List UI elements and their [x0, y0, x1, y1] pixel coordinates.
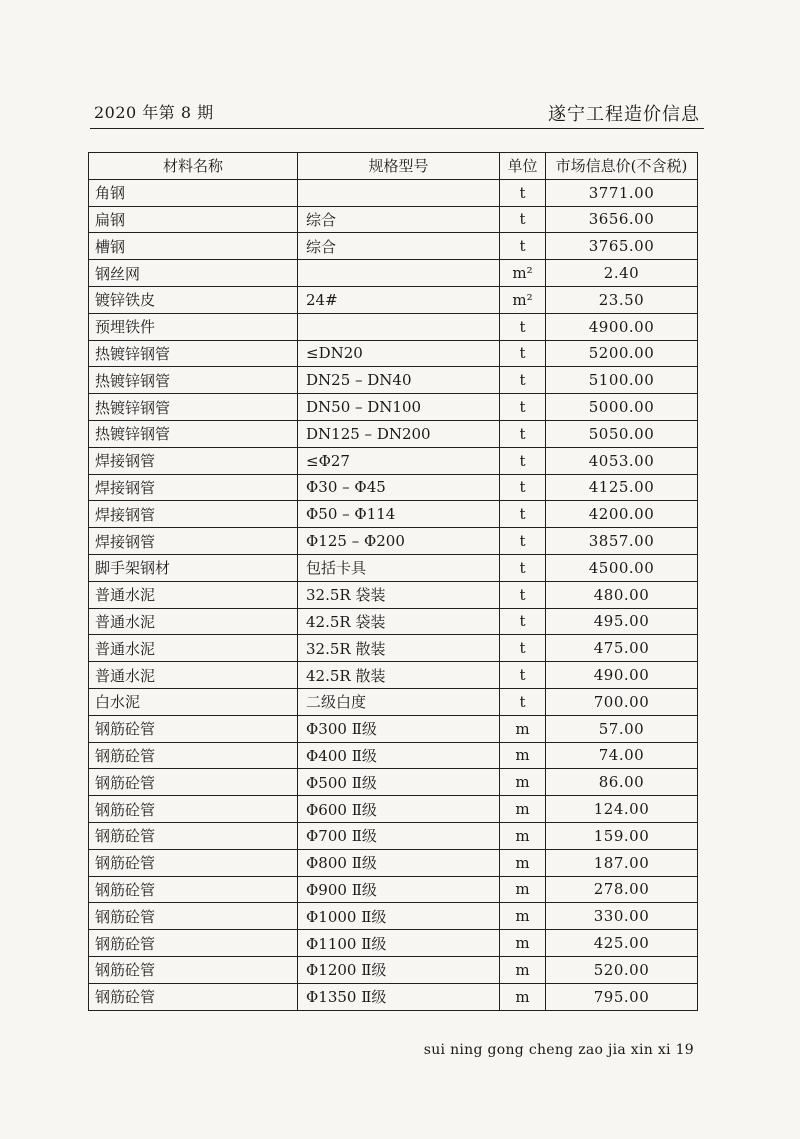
- unit-cell: t: [500, 447, 546, 474]
- spec-cell: DN25 – DN40: [298, 367, 500, 394]
- table-row: [89, 474, 698, 501]
- table-row: [89, 528, 698, 555]
- table-row: [89, 903, 698, 930]
- spec-cell: [298, 179, 500, 206]
- table-row: [89, 313, 698, 340]
- table-row: [89, 662, 698, 689]
- spec-cell: Φ800 Ⅱ级: [298, 849, 500, 876]
- unit-cell: t: [500, 313, 546, 340]
- price-table: [88, 152, 698, 1011]
- unit-cell: t: [500, 474, 546, 501]
- spec-cell: 24#: [298, 286, 500, 313]
- price-cell: 700.00: [546, 688, 698, 715]
- spec-cell: 综合: [298, 206, 500, 233]
- price-cell: 86.00: [546, 769, 698, 796]
- price-cell: 425.00: [546, 930, 698, 957]
- material-name-cell: 焊接钢管: [89, 528, 298, 555]
- unit-cell: m: [500, 876, 546, 903]
- table-row: [89, 769, 698, 796]
- material-name-cell: 钢筋砼管: [89, 930, 298, 957]
- price-cell: 3765.00: [546, 233, 698, 260]
- material-name-cell: 钢丝网: [89, 260, 298, 287]
- table-row: [89, 581, 698, 608]
- price-cell: 520.00: [546, 956, 698, 983]
- spec-cell: [298, 260, 500, 287]
- unit-cell: m: [500, 715, 546, 742]
- price-cell: 278.00: [546, 876, 698, 903]
- unit-cell: t: [500, 367, 546, 394]
- material-name-cell: 钢筋砼管: [89, 715, 298, 742]
- material-name-cell: 镀锌铁皮: [89, 286, 298, 313]
- spec-cell: ≤Φ27: [298, 447, 500, 474]
- material-name-cell: 钢筋砼管: [89, 769, 298, 796]
- price-cell: 124.00: [546, 796, 698, 823]
- material-name-cell: 钢筋砼管: [89, 849, 298, 876]
- unit-cell: t: [500, 662, 546, 689]
- spec-cell: ≤DN20: [298, 340, 500, 367]
- price-cell: 159.00: [546, 822, 698, 849]
- material-name-cell: 热镀锌钢管: [89, 367, 298, 394]
- issue-label: 2020 年第 8 期: [94, 103, 214, 122]
- material-name-cell: 角钢: [89, 179, 298, 206]
- material-name-cell: 普通水泥: [89, 608, 298, 635]
- table-row: [89, 930, 698, 957]
- spec-cell: Φ50 – Φ114: [298, 501, 500, 528]
- price-cell: 4053.00: [546, 447, 698, 474]
- spec-cell: Φ500 Ⅱ级: [298, 769, 500, 796]
- table-row: [89, 233, 698, 260]
- price-cell: 5050.00: [546, 420, 698, 447]
- unit-cell: m: [500, 742, 546, 769]
- price-cell: 57.00: [546, 715, 698, 742]
- material-name-cell: 钢筋砼管: [89, 956, 298, 983]
- table-row: [89, 554, 698, 581]
- unit-cell: t: [500, 233, 546, 260]
- price-cell: 4200.00: [546, 501, 698, 528]
- price-cell: 4125.00: [546, 474, 698, 501]
- price-cell: 475.00: [546, 635, 698, 662]
- unit-cell: t: [500, 608, 546, 635]
- price-cell: 2.40: [546, 260, 698, 287]
- unit-cell: t: [500, 528, 546, 555]
- price-cell: 74.00: [546, 742, 698, 769]
- table-row: [89, 849, 698, 876]
- table-row: [89, 286, 698, 313]
- spec-cell: [298, 313, 500, 340]
- spec-cell: 综合: [298, 233, 500, 260]
- price-cell: 795.00: [546, 983, 698, 1010]
- table-row: [89, 608, 698, 635]
- unit-cell: t: [500, 179, 546, 206]
- table-row: [89, 260, 698, 287]
- spec-cell: 32.5R 散装: [298, 635, 500, 662]
- material-name-cell: 钢筋砼管: [89, 983, 298, 1010]
- unit-cell: m²: [500, 260, 546, 287]
- spec-cell: Φ1200 Ⅱ级: [298, 956, 500, 983]
- material-name-cell: 扁钢: [89, 206, 298, 233]
- table-row: [89, 367, 698, 394]
- unit-cell: t: [500, 581, 546, 608]
- table-row: [89, 796, 698, 823]
- unit-cell: t: [500, 635, 546, 662]
- spec-cell: 42.5R 袋装: [298, 608, 500, 635]
- unit-cell: t: [500, 501, 546, 528]
- table-row: [89, 715, 698, 742]
- unit-cell: t: [500, 420, 546, 447]
- price-cell: 5100.00: [546, 367, 698, 394]
- material-name-cell: 热镀锌钢管: [89, 420, 298, 447]
- table-row: [89, 206, 698, 233]
- spec-cell: Φ1100 Ⅱ级: [298, 930, 500, 957]
- table-row: [89, 179, 698, 206]
- material-name-cell: 钢筋砼管: [89, 876, 298, 903]
- table-row: [89, 742, 698, 769]
- material-name-cell: 钢筋砼管: [89, 742, 298, 769]
- table-row: [89, 635, 698, 662]
- material-name-cell: 热镀锌钢管: [89, 394, 298, 421]
- unit-cell: m²: [500, 286, 546, 313]
- unit-cell: m: [500, 769, 546, 796]
- table-row: [89, 420, 698, 447]
- spec-cell: Φ900 Ⅱ级: [298, 876, 500, 903]
- table-row: [89, 956, 698, 983]
- unit-cell: t: [500, 206, 546, 233]
- material-name-cell: 钢筋砼管: [89, 822, 298, 849]
- publication-title: 遂宁工程造价信息: [548, 104, 700, 125]
- column-header-unit: 单位: [500, 153, 546, 180]
- column-header-spec: 规格型号: [298, 153, 500, 180]
- price-cell: 3857.00: [546, 528, 698, 555]
- unit-cell: t: [500, 688, 546, 715]
- spec-cell: 二级白度: [298, 688, 500, 715]
- unit-cell: m: [500, 903, 546, 930]
- material-name-cell: 普通水泥: [89, 662, 298, 689]
- column-header-price: 市场信息价(不含税): [546, 153, 698, 180]
- material-name-cell: 钢筋砼管: [89, 796, 298, 823]
- table-row: [89, 876, 698, 903]
- unit-cell: t: [500, 554, 546, 581]
- material-name-cell: 预埋铁件: [89, 313, 298, 340]
- header-divider: [90, 128, 704, 129]
- unit-cell: m: [500, 930, 546, 957]
- column-header-name: 材料名称: [89, 153, 298, 180]
- spec-cell: Φ700 Ⅱ级: [298, 822, 500, 849]
- table-header-row: [89, 153, 698, 180]
- material-name-cell: 钢筋砼管: [89, 903, 298, 930]
- spec-cell: DN50 – DN100: [298, 394, 500, 421]
- table-row: [89, 447, 698, 474]
- material-name-cell: 白水泥: [89, 688, 298, 715]
- unit-cell: m: [500, 849, 546, 876]
- material-name-cell: 普通水泥: [89, 581, 298, 608]
- material-name-cell: 脚手架钢材: [89, 554, 298, 581]
- spec-cell: Φ600 Ⅱ级: [298, 796, 500, 823]
- table-row: [89, 501, 698, 528]
- unit-cell: m: [500, 822, 546, 849]
- price-cell: 23.50: [546, 286, 698, 313]
- material-name-cell: 焊接钢管: [89, 447, 298, 474]
- spec-cell: DN125 – DN200: [298, 420, 500, 447]
- price-cell: 480.00: [546, 581, 698, 608]
- material-name-cell: 热镀锌钢管: [89, 340, 298, 367]
- spec-cell: Φ1000 Ⅱ级: [298, 903, 500, 930]
- unit-cell: m: [500, 956, 546, 983]
- price-cell: 3656.00: [546, 206, 698, 233]
- price-cell: 5200.00: [546, 340, 698, 367]
- spec-cell: Φ400 Ⅱ级: [298, 742, 500, 769]
- material-name-cell: 普通水泥: [89, 635, 298, 662]
- page-footer: sui ning gong cheng zao jia xin xi 19: [423, 1042, 694, 1058]
- unit-cell: t: [500, 340, 546, 367]
- price-cell: 495.00: [546, 608, 698, 635]
- table-row: [89, 688, 698, 715]
- unit-cell: t: [500, 394, 546, 421]
- table-row: [89, 822, 698, 849]
- material-name-cell: 焊接钢管: [89, 501, 298, 528]
- table-row: [89, 983, 698, 1010]
- spec-cell: Φ1350 Ⅱ级: [298, 983, 500, 1010]
- material-name-cell: 焊接钢管: [89, 474, 298, 501]
- table-row: [89, 394, 698, 421]
- table-body: [89, 179, 698, 1010]
- price-cell: 490.00: [546, 662, 698, 689]
- price-cell: 3771.00: [546, 179, 698, 206]
- spec-cell: 42.5R 散装: [298, 662, 500, 689]
- unit-cell: m: [500, 796, 546, 823]
- spec-cell: 32.5R 袋装: [298, 581, 500, 608]
- unit-cell: m: [500, 983, 546, 1010]
- spec-cell: 包括卡具: [298, 554, 500, 581]
- material-name-cell: 槽钢: [89, 233, 298, 260]
- price-cell: 4500.00: [546, 554, 698, 581]
- price-cell: 4900.00: [546, 313, 698, 340]
- price-cell: 330.00: [546, 903, 698, 930]
- price-cell: 187.00: [546, 849, 698, 876]
- spec-cell: Φ30 – Φ45: [298, 474, 500, 501]
- price-cell: 5000.00: [546, 394, 698, 421]
- spec-cell: Φ125 – Φ200: [298, 528, 500, 555]
- table-row: [89, 340, 698, 367]
- spec-cell: Φ300 Ⅱ级: [298, 715, 500, 742]
